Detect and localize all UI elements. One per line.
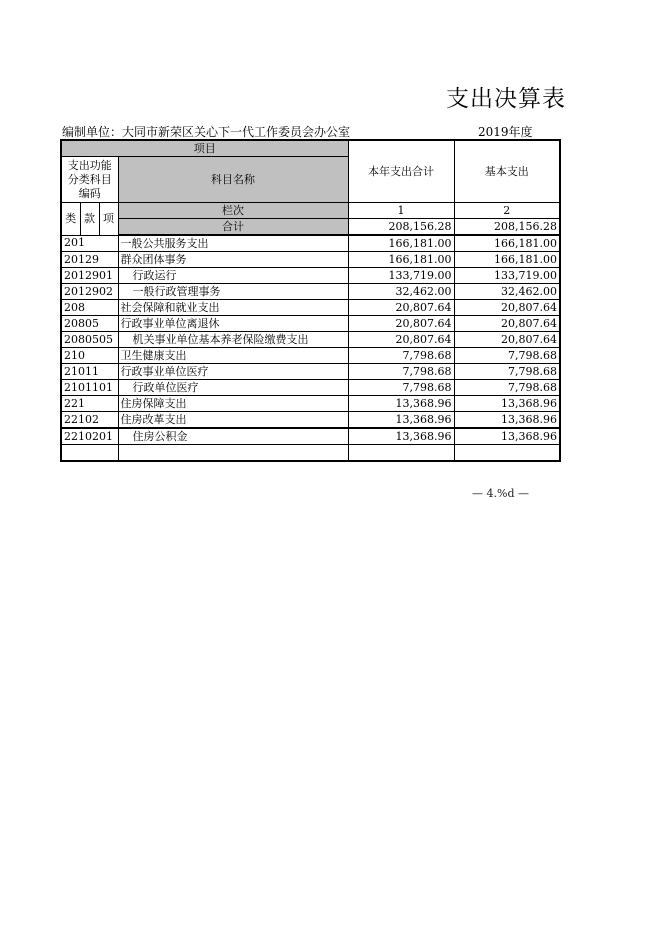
empty-cell — [118, 445, 348, 462]
project-header: 项目 — [61, 140, 348, 157]
row-basic: 13,368.96 — [454, 412, 560, 429]
row-name: 行政运行 — [118, 268, 348, 284]
empty-cell — [61, 445, 118, 462]
table-row — [61, 396, 560, 412]
row-basic: 7,798.68 — [454, 364, 560, 380]
expenditure-table — [60, 139, 561, 462]
row-total: 7,798.68 — [348, 348, 454, 364]
column-number-2: 2 — [454, 203, 560, 219]
row-basic: 166,181.00 — [454, 235, 560, 252]
row-basic: 32,462.00 — [454, 284, 560, 300]
lanci-label: 栏次 — [118, 203, 348, 219]
basic-column-header: 基本支出 — [454, 140, 560, 203]
row-name: 行政单位医疗 — [118, 380, 348, 396]
row-code: 2101101 — [61, 380, 118, 396]
row-name: 一般行政管理事务 — [118, 284, 348, 300]
row-basic: 20,807.64 — [454, 332, 560, 348]
heji-label: 合计 — [118, 219, 348, 236]
row-total: 20,807.64 — [348, 316, 454, 332]
row-total: 166,181.00 — [348, 235, 454, 252]
row-code: 210 — [61, 348, 118, 364]
table-row — [61, 235, 560, 252]
row-name: 住房保障支出 — [118, 396, 348, 412]
row-name: 行政事业单位离退休 — [118, 316, 348, 332]
row-name: 社会保障和就业支出 — [118, 300, 348, 316]
column-number-1: 1 — [348, 203, 454, 219]
table-row — [61, 412, 560, 429]
row-basic: 133,719.00 — [454, 268, 560, 284]
row-total: 7,798.68 — [348, 364, 454, 380]
page-footer: — 4.%d — — [472, 487, 529, 500]
row-name: 行政事业单位医疗 — [118, 364, 348, 380]
table-row — [61, 364, 560, 380]
row-code: 2012902 — [61, 284, 118, 300]
row-code: 20129 — [61, 252, 118, 268]
name-header: 科目名称 — [118, 157, 348, 203]
row-basic: 7,798.68 — [454, 380, 560, 396]
row-code: 201 — [61, 235, 118, 252]
table-row — [61, 428, 560, 445]
row-basic: 13,368.96 — [454, 428, 560, 445]
row-name: 卫生健康支出 — [118, 348, 348, 364]
page-title: 支出决算表 — [446, 86, 566, 112]
org-label: 编制单位：大同市新荣区关心下一代工作委员会办公室 — [62, 125, 351, 139]
table-row — [61, 284, 560, 300]
table-row — [61, 332, 560, 348]
lei-header: 类 — [61, 203, 80, 236]
row-name: 住房改革支出 — [118, 412, 348, 429]
row-basic: 7,798.68 — [454, 348, 560, 364]
row-total: 133,719.00 — [348, 268, 454, 284]
row-basic: 20,807.64 — [454, 300, 560, 316]
row-code: 221 — [61, 396, 118, 412]
kuan-header: 款 — [80, 203, 99, 236]
row-code: 2012901 — [61, 268, 118, 284]
row-total: 13,368.96 — [348, 396, 454, 412]
heji-basic: 208,156.28 — [454, 219, 560, 236]
row-name: 群众团体事务 — [118, 252, 348, 268]
row-code: 2210201 — [61, 428, 118, 445]
empty-cell — [348, 445, 454, 462]
year-label: 2019年度 — [478, 125, 533, 139]
row-code: 22102 — [61, 412, 118, 429]
table-row — [61, 316, 560, 332]
row-total: 20,807.64 — [348, 332, 454, 348]
xiang-header: 项 — [99, 203, 118, 236]
table-row — [61, 300, 560, 316]
row-name: 一般公共服务支出 — [118, 235, 348, 252]
total-column-header: 本年支出合计 — [348, 140, 454, 203]
row-code: 208 — [61, 300, 118, 316]
table-row — [61, 252, 560, 268]
row-basic: 20,807.64 — [454, 316, 560, 332]
code-header: 支出功能分类科目编码 — [61, 157, 118, 203]
table-row — [61, 268, 560, 284]
row-code: 2080505 — [61, 332, 118, 348]
table-row — [61, 348, 560, 364]
row-total: 7,798.68 — [348, 380, 454, 396]
row-code: 21011 — [61, 364, 118, 380]
empty-row — [61, 445, 560, 462]
table-row — [61, 380, 560, 396]
heji-total: 208,156.28 — [348, 219, 454, 236]
row-basic: 13,368.96 — [454, 396, 560, 412]
row-code: 20805 — [61, 316, 118, 332]
row-name: 机关事业单位基本养老保险缴费支出 — [118, 332, 348, 348]
row-basic: 166,181.00 — [454, 252, 560, 268]
row-total: 166,181.00 — [348, 252, 454, 268]
row-total: 32,462.00 — [348, 284, 454, 300]
row-total: 20,807.64 — [348, 300, 454, 316]
empty-cell — [454, 445, 560, 462]
row-name: 住房公积金 — [118, 428, 348, 445]
row-total: 13,368.96 — [348, 428, 454, 445]
row-total: 13,368.96 — [348, 412, 454, 429]
